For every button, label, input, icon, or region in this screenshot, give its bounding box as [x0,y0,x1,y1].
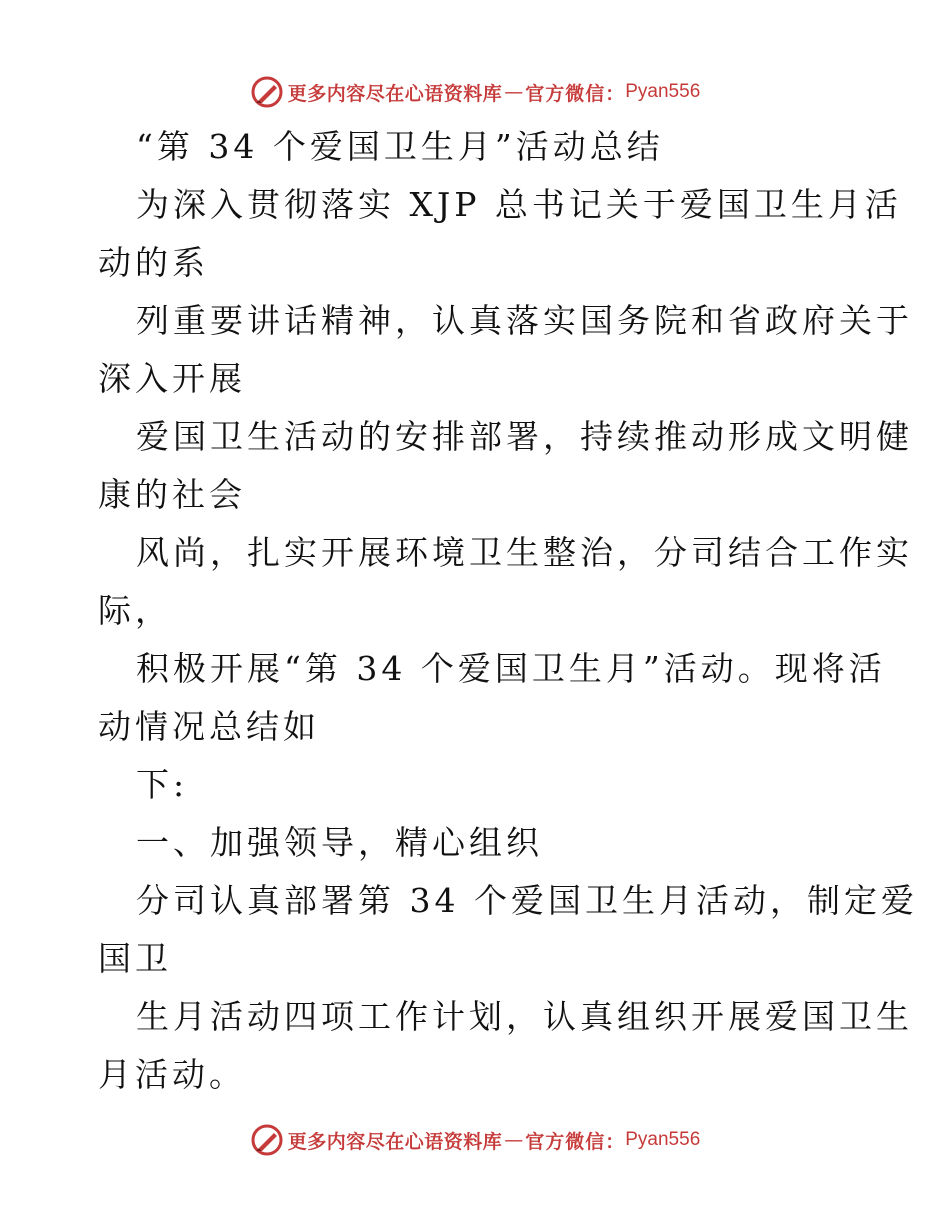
paragraph-line: 国卫 [98,939,172,978]
watermark-wechat-label: 官方微信： [525,1130,626,1153]
paragraph-line: 列重要讲话精神，认真落实国务院和省政府关于 [136,301,913,340]
watermark-wechat-id: Pyan556 [625,81,701,102]
paragraph-line: 生月活动四项工作计划，认真组织开展爱国卫生 [136,997,913,1036]
watermark-wechat-id: Pyan556 [625,1129,701,1150]
paragraph-line: 动情况总结如 [98,707,320,746]
paragraph-line: 为深入贯彻落实 XJP 总书记关于爱国卫生月活 [136,185,902,224]
watermark-wechat-label: 官方微信： [525,82,626,105]
watermark-text: 更多内容尽在心语资料库 [287,82,503,105]
paragraph-line: 分司认真部署第 34 个爱国卫生月活动，制定爱 [136,881,918,920]
section-heading: 一、加强领导，精心组织 [136,823,543,862]
document-body [98,118,918,1104]
paragraph-line: 月活动。 [98,1055,246,1094]
paragraph-line: 动的系 [98,243,209,282]
paragraph-line: 爱国卫生活动的安排部署，持续推动形成文明健 [136,417,913,456]
paragraph-line: 际， [98,591,172,630]
watermark-text: 更多内容尽在心语资料库 [287,1130,503,1153]
watermark-banner-bottom [0,1120,950,1160]
watermark-dash: — [504,1129,524,1151]
watermark-dash: — [504,81,524,103]
paragraph-line: 深入开展 [98,359,246,398]
document-title: “第 34 个爱国卫生月”活动总结 [136,127,664,166]
pen-logo-icon [250,75,284,109]
pen-logo-icon [250,1123,284,1157]
paragraph-line: 康的社会 [98,475,246,514]
paragraph-line: 积极开展“第 34 个爱国卫生月”活动。现将活 [136,649,886,688]
paragraph-line: 风尚，扎实开展环境卫生整治，分司结合工作实 [136,533,913,572]
paragraph-line: 下: [136,765,189,804]
watermark-banner-top [0,72,950,112]
